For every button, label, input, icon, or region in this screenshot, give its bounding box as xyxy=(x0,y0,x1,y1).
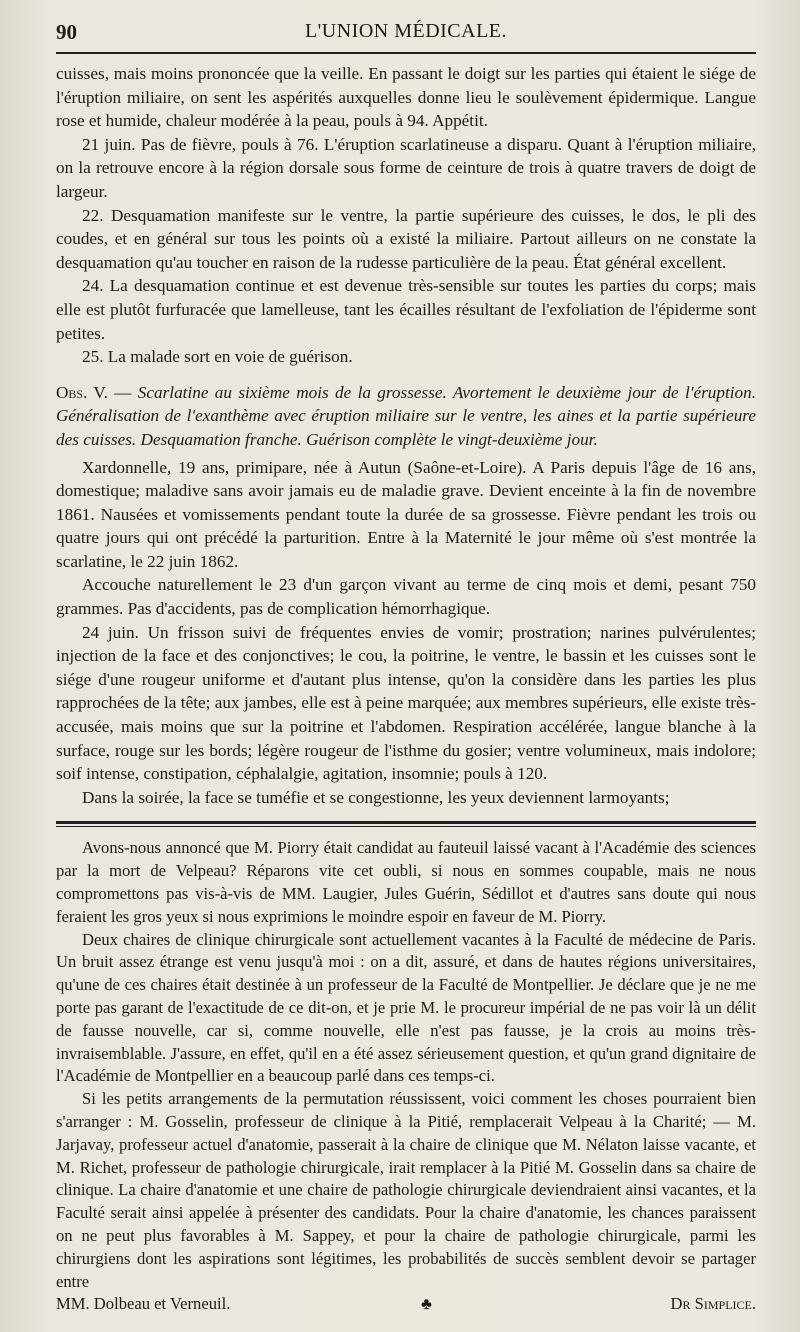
article-paragraph: Accouche naturellement le 23 d'un garçon vivant au terme de cinq mois et demi, pesant 750 grammes. Pas d'accidents, pas de complication hémorrhagique. xyxy=(56,575,756,619)
page-header xyxy=(56,14,756,48)
article-body xyxy=(56,62,756,809)
article-paragraph: Xardonnelle, 19 ans, primipare, née à Autun (Saône-et-Loire). A Paris depuis l'âge de 16 ans, domestique; maladive sans avoir jamais eu de maladie grave. Devient enceinte à la fin de novembre 1861. Nausées et vomissements pendant toute la durée de sa grossesse. Fièvre pendant les trois ou quatre jours qui ont précédé la parturition. Entre à la Maternité le jour même où s'est montrée la scarlatine, le 22 juin 1862. xyxy=(56,457,756,571)
article-paragraph: 24. La desquamation continue et est devenue très-sensible sur toutes les parties du corps; mais elle est plutôt furfuracée que lamelleuse, tant les écailles résultant de l'exfoliation de l'épiderme sont petites. xyxy=(56,276,756,343)
article-paragraph: 25. La malade sort en voie de guérison. xyxy=(82,347,353,367)
article-paragraph: Dans la soirée, la face se tuméfie et se congestionne, les yeux deviennent larmoyants; xyxy=(82,787,670,807)
author-signature: Dr Simplice. xyxy=(670,1294,756,1314)
feuilleton-paragraph: Si les petits arrangements de la permutation réussissent, voici comment les choses pourraient bien s'arranger : M. Gosselin, professeur de clinique à la Pitié, remplacerait Velpeau à la Charité; — M. Jarjavay, professeur actuel d'anatomie, passerait à la chaire de clinique que M. Nélaton laisse vacante, et M. Richet, professeur de pathologie chirurgicale, irait remplacer à la Pitié M. Gosselin dans sa chaire de clinique. La chaire d'anatomie et une chaire de pathologie chirurgicale deviendraient ainsi vacantes, et la Faculté serait ainsi appelée à présenter des candidats. Pour la chaire d'anatomie, les chances paraissent on ne peut plus favorables à M. Sappey, et pour la chaire de pathologie chirurgicale, parmi les chirurgiens dont les aspirations sont légitimes, les probabilités de succès semblent devoir se partager entre xyxy=(56,1089,756,1291)
article-paragraph: 21 juin. Pas de fièvre, pouls à 76. L'éruption scarlatineuse a disparu. Quant à l'éruption miliaire, on la retrouve encore à la région dorsale sous forme de ceinture de trois à quatre travers de doigt de largeur. xyxy=(56,134,756,201)
feuilleton-paragraph: Deux chaires de clinique chirurgicale sont actuellement vacantes à la Faculté de médecine de Paris. Un bruit assez étrange est venu jusqu'à moi : on a dit, assuré, et dans de hautes régions universitaires, qu'une de ces chaires était destinée à un professeur de la Faculté de Montpellier. Je déclare que je ne me porte pas garant de l'exactitude de ce dit-on, et je prie M. le procureur impérial de ne pas voir là un délit de fausse nouvelle, car si, comme nouvelle, elle n'est pas fausse, je la crois au moins très-invraisemblable. J'assure, en effet, qu'il en a été assez sérieusement question, et qu'un grand dignitaire de l'Académie de Montpellier en a beaucoup parlé dans ces temps-ci. xyxy=(56,929,756,1086)
observation-dash: — xyxy=(107,382,138,402)
article-paragraph: cuisses, mais moins prononcée que la veille. En passant le doigt sur les parties qui étaient le siége de l'éruption miliaire, on sent les aspérités auxquelles donne lieu le soulèvement épidermique. Langue rose et humide, chaleur modérée à la peau, pouls à 94. Appétit. xyxy=(56,64,756,131)
header-rule xyxy=(56,52,756,54)
feuilleton-paragraph: Avons-nous annoncé que M. Piorry était candidat au fauteuil laissé vacant à l'Académie des sciences par la mort de Velpeau? Réparons vite cet oubli, si nous en sommes coupable, mais ne nous compromettons pas vis-à-vis de MM. Laugier, Jules Guérin, Sédillot et d'autres sans doute qui nous feraient les gros yeux si nous exprimions le moindre espoir en faveur de M. Piorry. xyxy=(56,838,756,926)
feuilleton-section xyxy=(56,837,756,1315)
article-paragraph: 24 juin. Un frisson suivi de fréquentes envies de vomir; prostration; narines pulvérulentes; injection de la face et des conjonctives; le cou, la poitrine, le ventre, le bassin et les cuisses sont le siége d'une rougeur uniforme et d'autant plus intense, qu'on la considère dans les parties les plus rapprochées de la tête; aux jambes, elle est à peine marquée; aux membres supérieurs, elle existe très-accusée, mais moins que sur la poitrine et l'abdomen. Respiration accélérée, langue blanche à la surface, rouge sur les bords; légère rougeur de l'isthme du gosier; ventre volumineux, mais indolore; soif intense, constipation, céphalalgie, agitation, insomnie; pouls à 120. xyxy=(56,622,756,784)
page-number: 90 xyxy=(56,20,77,44)
feuilleton-signature-line xyxy=(56,1293,756,1315)
observation-heading xyxy=(56,381,756,452)
article-paragraph: 22. Desquamation manifeste sur le ventre, la partie supérieure des cuisses, le dos, le pli des coudes, et en général sur tous les points où a existé la miliaire. Partout ailleurs on ne constate la desquamation qu'au toucher en raison de la rudesse particulière de la peau. État général excellent. xyxy=(56,205,756,272)
feuilleton-separator xyxy=(56,821,756,827)
closing-names: MM. Dolbeau et Verneuil. xyxy=(56,1294,231,1314)
ornament-icon: ♣ xyxy=(421,1294,432,1314)
running-title: L'UNION MÉDICALE. xyxy=(304,20,508,42)
observation-label: Obs. V. xyxy=(56,382,108,402)
observation-title: Scarlatine au sixième mois de la grossesse. Avortement le deuxième jour de l'éruption. Généralisation de l'exanthème avec éruption miliaire sur le ventre, les aines et la partie supérieure des cuisses. Desquamation franche. Guérison complète le vingt-deuxième jour. xyxy=(56,382,756,449)
